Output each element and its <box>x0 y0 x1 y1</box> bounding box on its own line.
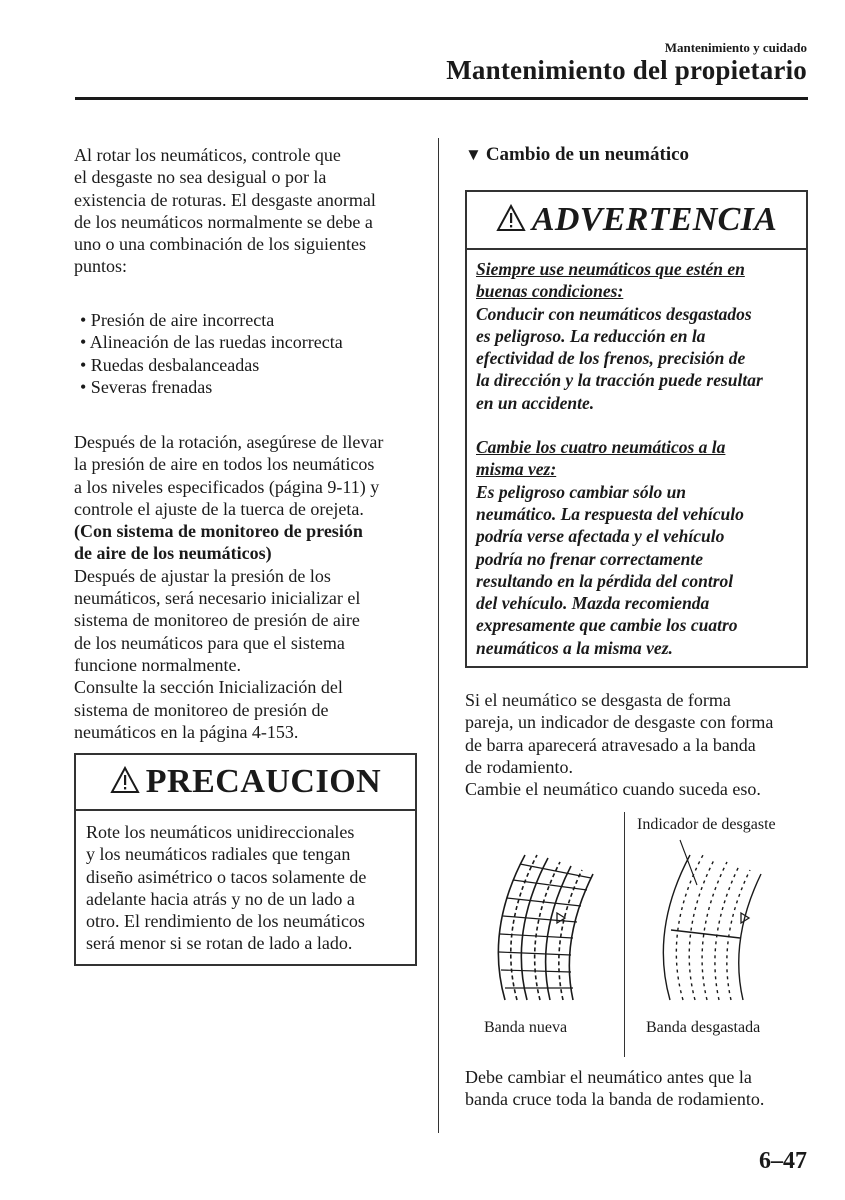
replace-tire-paragraph <box>465 1066 810 1111</box>
column-divider <box>438 138 439 1133</box>
text-line: otro. El rendimiento de los neumáticos <box>86 911 365 932</box>
section-heading <box>465 144 689 166</box>
bullet-item: • Ruedas desbalanceadas <box>80 354 260 375</box>
text-line: Cambie el neumático cuando suceda eso. <box>465 779 761 800</box>
figure-divider <box>624 812 625 1057</box>
text-line: pareja, un indicador de desgaste con forma <box>465 712 774 733</box>
precaucion-header <box>76 755 415 811</box>
text-line: la dirección y la tracción puede resultar <box>476 370 763 391</box>
advertencia-header <box>467 192 806 250</box>
wear-indicator-label: Indicador de desgaste <box>637 816 776 833</box>
text-line: de los neumáticos para que el sistema <box>74 632 345 653</box>
text-line: es peligroso. La reducción en la <box>476 325 706 346</box>
section-heading-text: Cambio de un neumático <box>485 144 690 165</box>
new-tread-illustration <box>498 855 593 1000</box>
advertencia-box <box>465 190 808 668</box>
spacer <box>476 414 802 436</box>
text-line: será menor si se rotan de lado a lado. <box>86 933 353 954</box>
advertencia-body <box>476 258 802 659</box>
text-line: el desgaste no sea desigual o por la <box>74 167 327 188</box>
text-line: resultando en la pérdida del control <box>476 570 734 591</box>
text-line: adelante hacia atrás y no de un lado a <box>86 888 355 909</box>
bullet-item: • Severas frenadas <box>80 376 213 397</box>
text-line: Es peligroso cambiar sólo un <box>476 481 687 502</box>
text-line: de los neumáticos normalmente se debe a <box>74 211 373 232</box>
bullet-list <box>80 309 343 398</box>
page-number: 6–47 <box>759 1148 807 1174</box>
warning-subheading: Siempre use neumáticos que estén en <box>476 259 745 279</box>
text-line: diseño asimétrico o tacos solamente de <box>86 866 367 887</box>
text-line: Debe cambiar el neumático antes que la <box>465 1067 752 1087</box>
text-line: sistema de monitoreo de presión de aire <box>74 610 360 631</box>
text-line: de rodamiento. <box>465 756 573 777</box>
warning-subheading: Cambie los cuatro neumáticos a la <box>476 437 726 458</box>
header-rule <box>75 97 808 100</box>
subheading-line: (Con sistema de monitoreo de presión <box>74 521 363 542</box>
text-line: del vehículo. Mazda recomienda <box>476 593 710 614</box>
text-line: neumático. La respuesta del vehículo <box>476 503 744 524</box>
warning-triangle-icon <box>496 204 526 237</box>
precaucion-body <box>86 821 406 955</box>
warning-subheading: buenas condiciones: <box>476 281 624 302</box>
text-line: sistema de monitoreo de presión de <box>74 699 329 720</box>
text-line: banda cruce toda la banda de rodamiento. <box>465 1089 765 1110</box>
text-line: neumáticos, será necesario inicializar el <box>74 588 361 609</box>
triangle-down-icon: ▼ <box>465 145 482 164</box>
text-line: controle el ajuste de la tuerca de orejeta. <box>74 498 364 519</box>
advertencia-title: ADVERTENCIA <box>531 201 778 238</box>
worn-tread-label: Banda desgastada <box>646 1019 761 1036</box>
bullet-item: • Alineación de las ruedas incorrecta <box>80 332 343 353</box>
warning-triangle-icon <box>110 766 140 799</box>
text-line: expresamente que cambie los cuatro <box>476 615 738 636</box>
text-line: podría no frenar correctamente <box>476 548 704 569</box>
worn-tread-illustration <box>663 840 761 1000</box>
text-line: Después de ajustar la presión de los <box>74 565 331 586</box>
text-line: existencia de roturas. El desgaste anormal <box>74 189 376 210</box>
text-line: neumáticos a la misma vez. <box>476 637 673 658</box>
new-tread-label: Banda nueva <box>484 1019 568 1036</box>
text-line: uno o una combinación de los siguientes <box>74 234 366 255</box>
text-line: neumáticos en la página 4-153. <box>74 721 299 742</box>
text-line: en un accidente. <box>476 392 595 413</box>
text-line: efectividad de los frenos, precisión de <box>476 348 746 369</box>
page-title: Mantenimiento del propietario <box>446 55 807 85</box>
text-line: puntos: <box>74 256 128 277</box>
subheading-line: de aire de los neumáticos) <box>74 543 272 564</box>
text-line: Conducir con neumáticos desgastados <box>476 303 752 324</box>
text-line: y los neumáticos radiales que tengan <box>86 844 351 865</box>
text-line: a los niveles especificados (página 9-11) y <box>74 476 380 497</box>
rotation-paragraph <box>74 431 419 743</box>
intro-paragraph <box>74 144 419 278</box>
text-line: la presión de aire en todos los neumáticos <box>74 454 375 475</box>
bullet-item: • Presión de aire incorrecta <box>80 310 275 330</box>
text-line: Al rotar los neumáticos, controle que <box>74 145 341 165</box>
warning-subheading: misma vez: <box>476 459 557 480</box>
running-header-section: Mantenimiento y cuidado <box>664 40 807 55</box>
wear-indicator-paragraph <box>465 689 810 800</box>
precaucion-box <box>74 753 417 966</box>
text-line: Si el neumático se desgasta de forma <box>465 690 731 710</box>
text-line: Rote los neumáticos unidireccionales <box>86 822 355 842</box>
precaucion-title: PRECAUCION <box>145 763 382 800</box>
text-line: de barra aparecerá atravesado a la banda <box>465 734 756 755</box>
text-line: podría verse afectada y el vehículo <box>476 526 725 547</box>
text-line: Después de la rotación, asegúrese de llevar <box>74 432 384 452</box>
text-line: Consulte la sección Inicialización del <box>74 677 343 698</box>
text-line: funcione normalmente. <box>74 654 241 675</box>
